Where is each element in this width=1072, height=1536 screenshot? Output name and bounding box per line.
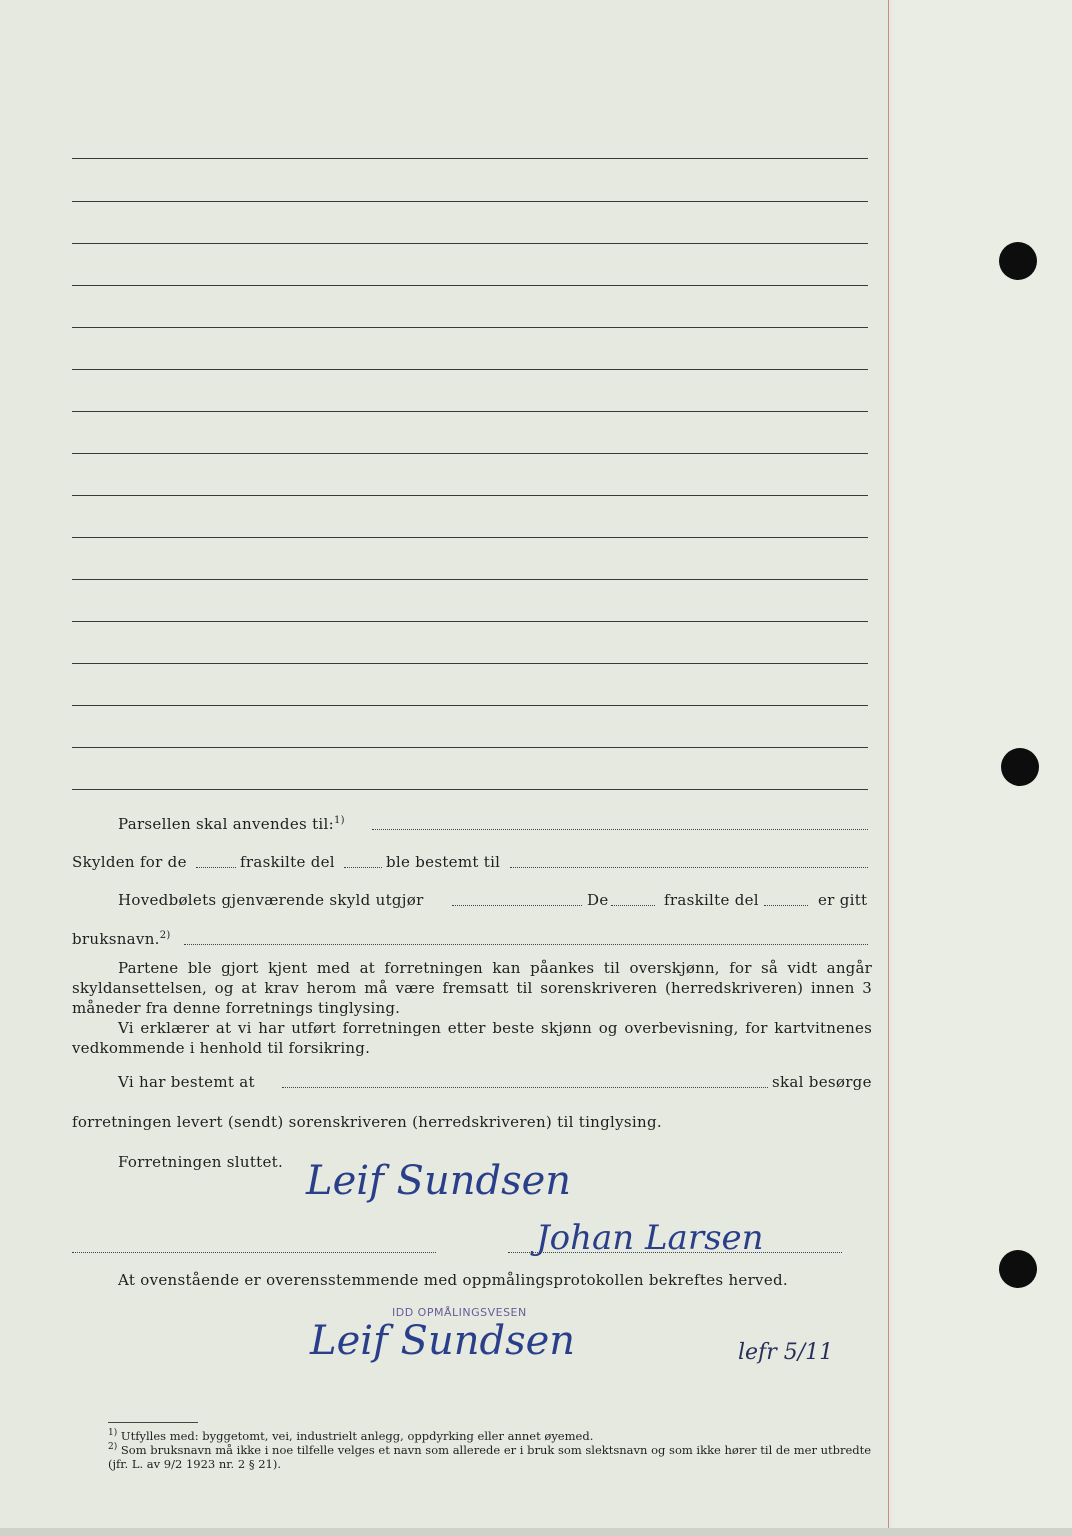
page-bottom-edge	[0, 1528, 1072, 1536]
parsellen-label: Parsellen skal anvendes til:$^{1)}$	[118, 815, 345, 833]
skylden-b: fraskilte del	[240, 853, 335, 871]
handwritten-note: lefr 5/11	[738, 1340, 834, 1365]
ruled-line	[72, 158, 868, 159]
footnote-1: $^{1)}$ Utfylles med: byggetomt, vei, industrielt anlegg, oppdyrking eller annet øyemed.	[108, 1428, 594, 1443]
bestemt-field[interactable]	[282, 1087, 768, 1088]
skylden-a: Skylden for de	[72, 853, 187, 871]
footnote-rule	[108, 1422, 198, 1423]
ruled-line	[72, 327, 868, 328]
ruled-line	[72, 453, 868, 454]
skylden-c: ble bestemt til	[386, 853, 501, 871]
ruled-line	[72, 705, 868, 706]
hovedbol-field-3[interactable]	[764, 905, 808, 906]
bruksnavn-label: bruksnavn.$^{2)}$	[72, 930, 171, 948]
bestemt-a: Vi har bestemt at	[118, 1073, 255, 1091]
hovedbol-b: De	[587, 891, 609, 909]
margin-line	[888, 0, 889, 1536]
hovedbol-field-2[interactable]	[611, 905, 655, 906]
ruled-line	[72, 663, 868, 664]
signature-line-2[interactable]	[508, 1252, 842, 1253]
ruled-line	[72, 537, 868, 538]
skylden-field-3[interactable]	[510, 867, 868, 868]
bestemt-b: skal besørge	[772, 1073, 872, 1091]
punch-hole-middle	[1001, 748, 1039, 786]
ruled-line	[72, 285, 868, 286]
parsellen-field[interactable]	[372, 829, 868, 830]
ruled-line	[72, 747, 868, 748]
hovedbol-d: er gitt	[818, 891, 868, 909]
ruled-line	[72, 579, 868, 580]
hovedbol-c: fraskilte del	[664, 891, 759, 909]
ruled-line	[72, 201, 868, 202]
skylden-field-2[interactable]	[344, 867, 382, 868]
skylden-field-1[interactable]	[196, 867, 236, 868]
levert-text: forretningen levert (sendt) sorenskriveren (herredskriveren) til tinglysing.	[72, 1113, 662, 1131]
ruled-line	[72, 621, 868, 622]
footnote-2: $^{2)}$ Som bruksnavn må ikke i noe tilfelle velges et navn som allerede er i bruk som slektsnavn og som ikke hører til de mer utbredte (jfr. L. av 9/2 1923 nr. 2 § 21).	[108, 1442, 872, 1471]
ruled-line	[72, 411, 868, 412]
bruksnavn-field[interactable]	[184, 944, 868, 945]
attest-text: At ovenstående er overensstemmende med oppmålingsprotokollen bekreftes herved.	[118, 1271, 788, 1289]
hovedbol-a: Hovedbølets gjenværende skyld utgjør	[118, 891, 424, 909]
ruled-line	[72, 495, 868, 496]
page-margin	[892, 0, 1072, 1536]
ruled-line	[72, 789, 868, 790]
ruled-line	[72, 369, 868, 370]
paragraph-erklaering: Vi erklærer at vi har utført forretningen etter beste skjønn og overbevisning, for kartvitnenes vedkommende i henhold til forsikring.	[72, 1019, 872, 1057]
signature-2: Johan Larsen	[536, 1218, 764, 1258]
paragraph-overskjonn: Partene ble gjort kjent med at forretningen kan påankes til overskjønn, for så vidt angår skyldansettelsen, og at krav herom må være fremsatt til sorenskriveren (herredskriveren) innen 3 måneder fra denne forretnings tinglysing.	[72, 959, 872, 1017]
sluttet-text: Forretningen sluttet.	[118, 1153, 284, 1171]
hovedbol-field-1[interactable]	[452, 905, 582, 906]
punch-hole-bottom	[999, 1250, 1037, 1288]
official-stamp: IDD OPMÅLINGSVESEN	[392, 1306, 527, 1319]
signature-3: Leif Sundsen	[310, 1318, 576, 1364]
ruled-line	[72, 243, 868, 244]
signature-1: Leif Sundsen	[306, 1158, 572, 1204]
signature-line-1[interactable]	[72, 1252, 436, 1253]
punch-hole-top	[999, 242, 1037, 280]
